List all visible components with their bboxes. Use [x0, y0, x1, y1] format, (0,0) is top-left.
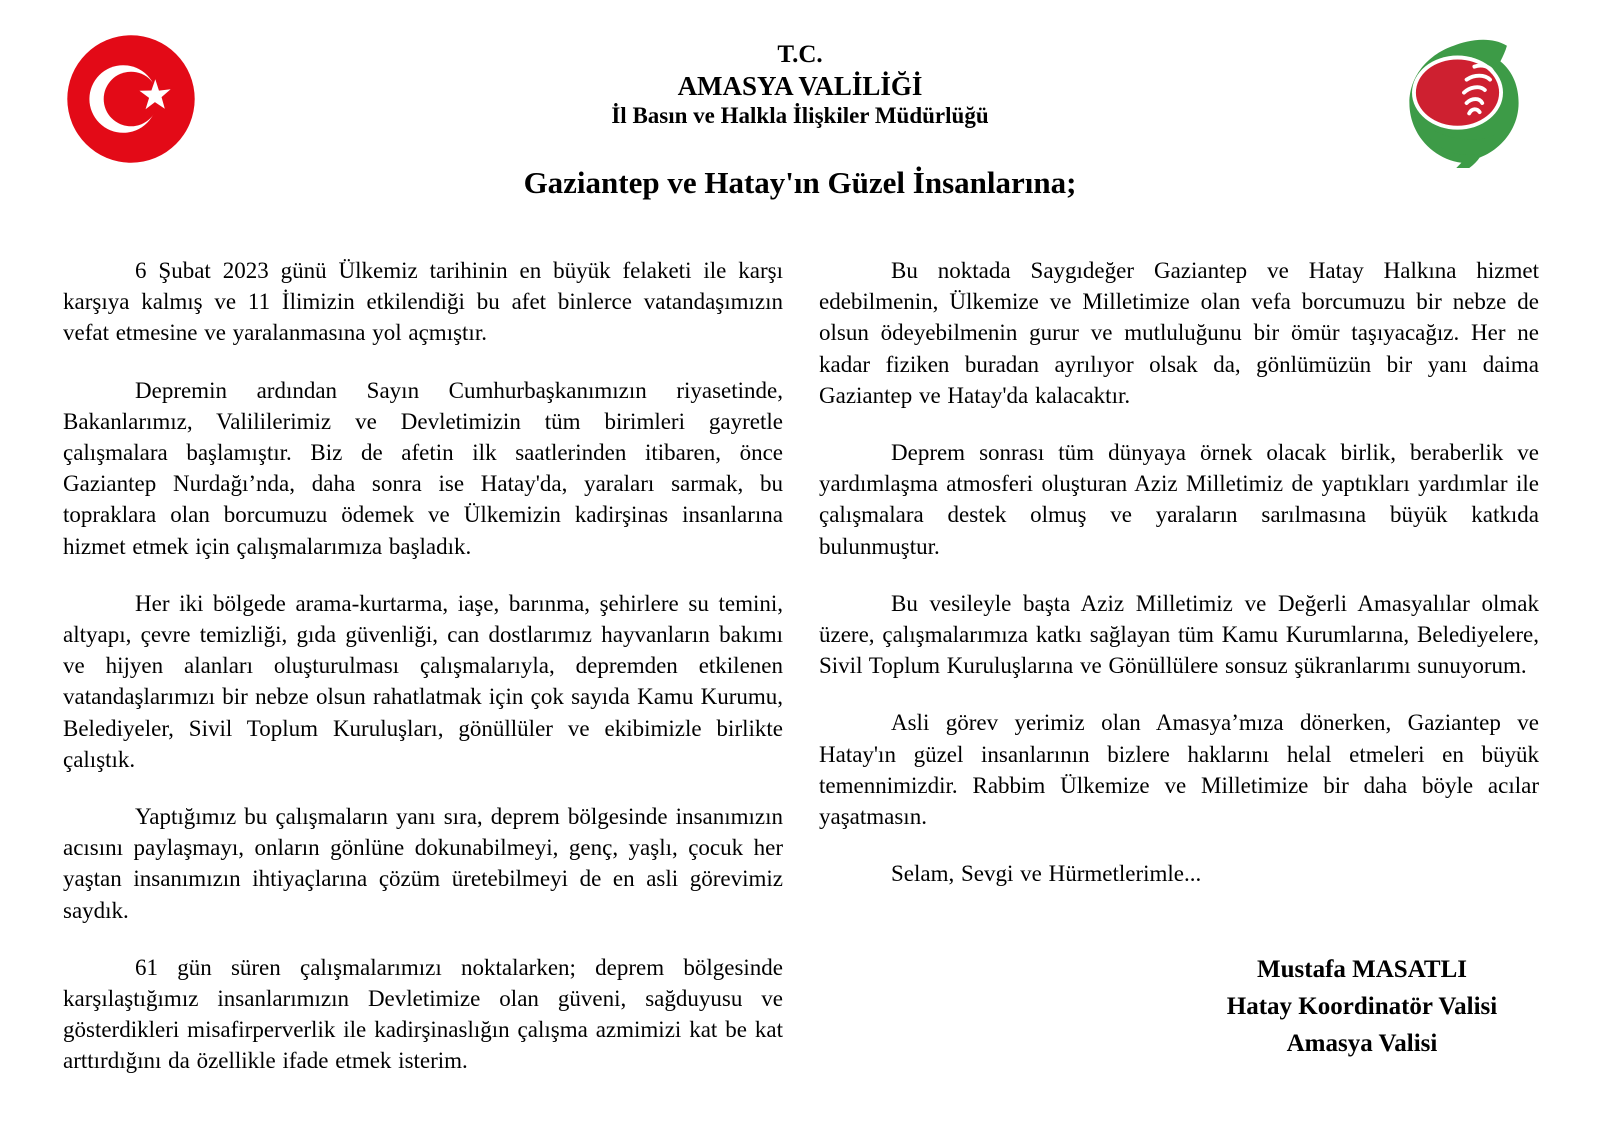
letterhead-tc: T.C. [777, 41, 823, 68]
signature-name: Mustafa MASATLI [1257, 956, 1467, 984]
paragraph: Deprem sonrası tüm dünyaya örnek olacak birlik, beraberlik ve yardımlaşma atmosferi oluşturan Aziz Milletimiz de yaptıkları yardımlar ile çalışmalara destek olmuş ve yaraların sarılmasına büyük katkıda bulunmuştur. [819, 440, 1539, 559]
signature-title2: Amasya Valisi [1286, 1030, 1438, 1058]
letterhead-dept: İl Basın ve Halkla İlişkiler Müdürlüğü [611, 103, 989, 128]
letterhead [0, 0, 1600, 129]
right-column [819, 255, 1539, 1103]
paragraph: Yaptığımız bu çalışmaların yanı sıra, deprem bölgesinde insanımızın acısını paylaşmayı, onların gönlüne dokunabilmeyi, genç, yaşlı, çocuk her yaştan insanımızın ihtiyaçlarına çözüm üretebilmeyi de en asli görevimiz saydık. [63, 804, 783, 923]
left-column [63, 255, 783, 1103]
paragraph: Her iki bölgede arama-kurtarma, iaşe, barınma, şehirlere su temini, altyapı, çevre temizliği, gıda güvenliği, can dostlarımız hayvanların bakımı ve hijyen alanları oluşturulması çalışmalarıyla, depremden etkilenen vatandaşlarımızı bir nebze olsun rahatlatmak için çok sayıda Kamu Kurumu, Belediyeler, Sivil Toplum Kuruluşları, gönüllüler ve ekibimizle birlikte çalıştık. [63, 590, 783, 772]
turkish-flag-icon [66, 34, 196, 164]
signature-block [1197, 951, 1527, 1062]
letter-body [63, 255, 1537, 1103]
paragraph: Depremin ardından Sayın Cumhurbaşkanımızın riyasetinde, Bakanlarımız, Valililerimiz ve Devletimizin tüm birimleri gayretle çalışmalara başlamıştır. Biz de afetin ilk saatlerinden itibaren, önce Gaziantep Nurdağı’nda, daha sonra ise Hatay'da, yaraları sarmak, bu topraklara olan borcumuzu ödemek ve Ülkemizin kadirşinas insanlarına hizmet etmek için çalışmalarımıza başladık. [63, 377, 783, 559]
closing-salutation: Selam, Sevgi ve Hürmetlerimle... [891, 861, 1202, 887]
paragraph: Bu vesileyle başta Aziz Milletimiz ve Değerli Amasyalılar olmak üzere, çalışmalarımıza katkı sağlayan tüm Kamu Kurumlarına, Belediyelere, Sivil Toplum Kuruluşlarına ve Gönüllülere sonsuz şükranlarımı sunuyorum. [819, 590, 1539, 679]
document-title: Gaziantep ve Hatay'ın Güzel İnsanlarına; [523, 165, 1077, 200]
paragraph: 61 gün süren çalışmalarımızı noktalarken; deprem bölgesinde karşılaştığımız insanlarımızın Devletimize olan güveni, sağduyusu ve gösterdikleri misafirperverlik ile kadirşinaslığın çalışma azmimizi kat be kat arttırdığını da özellikle ifade etmek isterim. [63, 954, 783, 1074]
amasya-emblem-icon [1398, 38, 1530, 168]
paragraph: 6 Şubat 2023 günü Ülkemiz tarihinin en büyük felaketi ile karşı karşıya kalmış ve 11 İlimizin etkilendiği bu afet binlerce vatandaşımızın vefat etmesine ve yaralanmasına yol açmıştır. [63, 258, 783, 346]
signature-title1: Hatay Koordinatör Valisi [1226, 993, 1498, 1021]
paragraph: Asli görev yerimiz olan Amasya’mıza dönerken, Gaziantep ve Hatay'ın güzel insanlarının bizlere haklarını helal etmeleri en büyük temennimizdir. Rabbim Ülkemize ve Milletimize bir daha böyle acılar yaşatmasın. [819, 710, 1539, 830]
letterhead-org: AMASYA VALİLİĞİ [677, 71, 923, 101]
paragraph: Bu noktada Saygıdeğer Gaziantep ve Hatay Halkına hizmet edebilmenin, Ülkemize ve Milletimize olan vefa borcumuzu bir nebze de olsun ödeyebilmenin gurur ve mutluluğunu bir ömür taşıyacağız. Her ne kadar fiziken buradan ayrılıyor olsak da, gönlümüzün bir yanı daima Gaziantep ve Hatay'da kalacaktır. [819, 258, 1539, 408]
